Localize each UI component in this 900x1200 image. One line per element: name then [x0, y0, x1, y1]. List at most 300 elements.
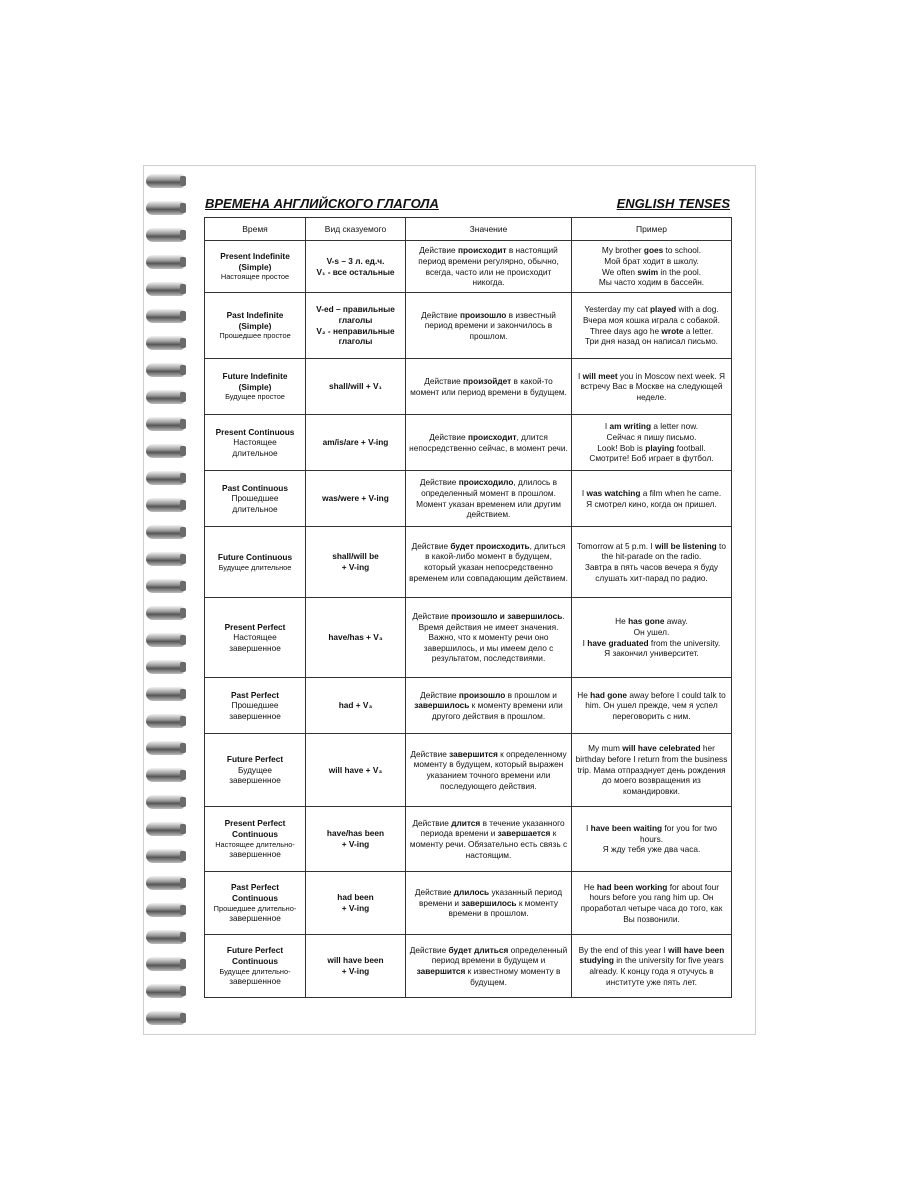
example-verb: will have been studying [579, 944, 725, 966]
form-line [309, 828, 402, 839]
example-text: He [615, 616, 629, 627]
example-line [575, 882, 728, 924]
tense-name-en: Past Continuous [222, 482, 288, 493]
example-text: for about four hours before you rang him up. Он проработал четыре часа до того, как Вы позвонили. [580, 881, 723, 924]
spiral-coil [146, 1011, 184, 1025]
example-line [575, 267, 728, 278]
example-line [575, 648, 728, 659]
example-line [575, 844, 728, 855]
example-text: My mum [588, 743, 623, 754]
example-text: By the end of this year I [578, 944, 669, 955]
form-line [309, 562, 402, 573]
meaning-cell [406, 415, 572, 471]
predicate-form-cell [306, 598, 406, 678]
form-line [309, 326, 402, 347]
predicate-form-cell [306, 872, 406, 935]
example-text: Три дня назад он написал письмо. [584, 336, 718, 347]
example-text: Завтра в пять часов вечера я буду слушать хит-парад по радио. [584, 562, 719, 583]
example-text: for you for two hours. [639, 823, 717, 844]
tense-name-en: Present Perfect [224, 818, 286, 829]
meaning-cell [406, 734, 572, 807]
spiral-coil [146, 444, 184, 458]
spiral-coil [146, 687, 184, 701]
example-cell [572, 935, 732, 998]
tense-name-ru: завершенное [229, 642, 281, 653]
form-line [309, 437, 402, 448]
tense-name-en: Future Continuous [217, 551, 293, 562]
example-cell [572, 872, 732, 935]
title-russian: ВРЕМЕНА АНГЛИЙСКОГО ГЛАГОЛА [205, 196, 439, 211]
meaning-highlight: завершилось [461, 897, 517, 908]
predicate-form-cell [306, 807, 406, 872]
example-cell [572, 415, 732, 471]
meaning-text: Действие [420, 689, 459, 700]
column-header-form: Вид сказуемого [306, 218, 406, 241]
spiral-coil [146, 984, 184, 998]
table-row [205, 527, 732, 598]
tense-name-ru: завершенное [229, 976, 281, 987]
example-line [575, 443, 728, 454]
meaning-text: к моменту времени в прошлом. [448, 897, 559, 919]
meaning-cell [406, 471, 572, 527]
spiral-coil [146, 174, 184, 188]
example-line [575, 421, 728, 432]
spiral-coil [146, 552, 184, 566]
form-text: V-ed – правильные глаголы [316, 304, 395, 325]
spiral-coil [146, 768, 184, 782]
tense-name-en: Future Indefinite [222, 371, 288, 382]
form-line [309, 381, 402, 392]
example-cell [572, 293, 732, 359]
example-text: Three days ago he [589, 325, 662, 336]
tense-name-en: Past Perfect [231, 689, 279, 700]
tense-name-ru: Настоящее [233, 632, 277, 643]
column-header-meaning: Значение [406, 218, 572, 241]
example-text: away. [664, 616, 688, 627]
example-verb: played [649, 304, 677, 315]
meaning-highlight: произошло [458, 689, 506, 700]
example-line [575, 371, 728, 403]
example-text: you in Moscow next week. Я встречу Вас в Москве на следующей неделе. [580, 370, 726, 402]
form-text: shall/will + V₁ [328, 381, 382, 392]
spiral-coil [146, 606, 184, 620]
form-line [309, 493, 402, 504]
spiral-coil [146, 795, 184, 809]
predicate-form-cell [306, 359, 406, 415]
spiral-coil [146, 228, 184, 242]
meaning-text: к моменту времени или другого действия в прошлом. [431, 700, 563, 721]
example-cell [572, 678, 732, 734]
tense-name-en: Continuous [231, 955, 279, 966]
meaning-text: к известному моменту в будущем. [465, 966, 561, 987]
meaning-cell [406, 678, 572, 734]
meaning-highlight: происходит [457, 245, 507, 256]
example-verb: wrote [661, 325, 684, 336]
spiral-coil [146, 282, 184, 296]
title-english: ENGLISH TENSES [616, 196, 730, 211]
tense-name-ru: завершенное [229, 710, 281, 721]
meaning-text: Действие [414, 887, 454, 898]
meaning-text: в известный период времени и закончилось в прошлом. [424, 309, 556, 341]
tense-name-ru: Прошедшее [231, 700, 279, 711]
example-text: Сейчас я пишу письмо. [606, 431, 697, 442]
spiral-binding [146, 168, 186, 1028]
example-line [575, 315, 728, 326]
tense-name-en: Future Perfect [226, 945, 284, 956]
example-text: her birthday before I return from the business trip. Мама отпразднует день рождения до моего возвращения из командировки. [575, 743, 728, 796]
example-line [575, 488, 728, 499]
form-text: have/has + V₃ [328, 632, 383, 643]
meaning-cell [406, 527, 572, 598]
form-line [309, 765, 402, 776]
example-text: Мой брат ходит в школу. [604, 255, 699, 266]
spiral-coil [146, 471, 184, 485]
tense-name-en: Present Continuous [215, 426, 295, 437]
meaning-text: Действие [411, 540, 451, 551]
tense-name-ru: Настоящее простое [220, 272, 290, 282]
form-line [309, 551, 402, 562]
meaning-text: Действие [412, 817, 452, 828]
example-text: He [583, 881, 597, 892]
spiral-coil [146, 714, 184, 728]
meaning-cell [406, 872, 572, 935]
form-text: will have + V₃ [328, 764, 383, 775]
tense-name-ru: завершенное [229, 849, 281, 860]
meaning-text: , длится непосредственно сейчас, в момент речи. [409, 431, 568, 453]
example-text: to the hit-parade on the radio. [601, 540, 726, 562]
spiral-coil [146, 957, 184, 971]
tense-name-cell [205, 807, 306, 872]
spiral-coil [146, 336, 184, 350]
meaning-text: Действие [412, 610, 452, 621]
predicate-form-cell [306, 415, 406, 471]
meaning-cell [406, 935, 572, 998]
tense-name-cell [205, 471, 306, 527]
example-text: a film when he came. [640, 487, 722, 498]
tense-name-en: Past Perfect [231, 882, 279, 893]
tense-name-en: Past Indefinite [226, 310, 284, 321]
meaning-text: в прошлом и [505, 689, 557, 700]
table-row [205, 415, 732, 471]
table-row [205, 241, 732, 293]
form-line [309, 892, 402, 903]
example-text: Я закончил университет. [604, 648, 699, 659]
meaning-highlight: произошло [459, 309, 507, 320]
example-line [575, 304, 728, 315]
example-cell [572, 359, 732, 415]
form-text: shall/will be [332, 551, 379, 562]
tense-name-ru: Настоящее [233, 437, 277, 448]
example-cell [572, 598, 732, 678]
meaning-cell [406, 293, 572, 359]
example-cell [572, 471, 732, 527]
predicate-form-cell [306, 734, 406, 807]
tense-name-en: Present Indefinite [220, 251, 290, 262]
predicate-form-cell [306, 935, 406, 998]
example-verb: playing [645, 442, 675, 453]
example-verb: will be listening [654, 540, 717, 551]
tense-name-cell [205, 598, 306, 678]
predicate-form-cell [306, 678, 406, 734]
tense-name-cell [205, 935, 306, 998]
meaning-text: в какой-то момент или период времени в будущем. [410, 375, 567, 397]
example-line [575, 743, 728, 796]
tense-name-ru: Будущее длительное [218, 562, 292, 572]
spiral-coil [146, 660, 184, 674]
tense-name-ru: длительное [232, 503, 278, 514]
example-text: Look! Bob is [597, 442, 646, 453]
example-text: Он ушел. [633, 626, 670, 637]
meaning-cell [406, 241, 572, 293]
form-text: am/is/are + V-ing [322, 437, 389, 448]
form-line [309, 700, 402, 711]
meaning-cell [406, 359, 572, 415]
example-text: We often [601, 266, 638, 277]
meaning-text: к моменту речи. Обязательно есть связь с настоящим. [409, 828, 568, 860]
form-text: have/has been [326, 828, 385, 839]
meaning-text: Действие [421, 309, 460, 320]
meaning-highlight: длилось [453, 887, 490, 898]
example-text: a letter. [683, 325, 714, 336]
example-text: away before I could talk to him. Он ушел прежде, чем я успел переговорить с ним. [585, 689, 726, 721]
tense-name-ru: Будущее длительно- [219, 966, 291, 976]
form-text: had + V₃ [338, 700, 373, 711]
example-line [575, 627, 728, 638]
meaning-text: к определенному моменту в будущем, который выражен указанием точного времени или последующего действия. [413, 748, 567, 791]
predicate-form-cell [306, 471, 406, 527]
meaning-highlight: будет длиться [448, 944, 509, 955]
example-verb: will have celebrated [622, 743, 701, 754]
example-text: Я жду тебя уже два часа. [602, 844, 701, 855]
tense-name-cell [205, 527, 306, 598]
meaning-text: в настоящий период времени регулярно, обычно, всегда, часто или не происходит никогда. [418, 245, 559, 288]
table-row [205, 872, 732, 935]
example-verb: had gone [590, 689, 628, 700]
example-verb: am writing [609, 421, 652, 432]
meaning-text: . Время действия не имеет значения. Важно, что к моменту речи оно завершилось, и мы имеем дело с результатом, последствиями. [418, 610, 565, 664]
tense-name-ru: Будущее простое [225, 392, 285, 402]
example-line [575, 638, 728, 649]
example-text: Tomorrow at 5 p.m. I [577, 540, 655, 551]
tenses-table [204, 217, 732, 998]
example-cell [572, 527, 732, 598]
tense-name-en: Continuous [231, 892, 279, 903]
example-line [575, 499, 728, 510]
tense-name-cell [205, 241, 306, 293]
tense-name-ru: Прошедшее простое [219, 331, 291, 341]
example-text: I [577, 370, 583, 381]
meaning-highlight: завершится [416, 966, 466, 976]
form-text: will have been [327, 955, 384, 966]
example-line [575, 326, 728, 337]
table-row [205, 471, 732, 527]
predicate-form-cell [306, 527, 406, 598]
table-row [205, 293, 732, 359]
form-text: + V-ing [341, 903, 370, 913]
example-text: in the university for five years already. К концу года я отучусь в институте уже пять лет. [589, 955, 724, 987]
example-verb: was watching [586, 487, 641, 498]
table-row [205, 359, 732, 415]
spiral-coil [146, 417, 184, 431]
table-row [205, 807, 732, 872]
example-cell [572, 807, 732, 872]
tense-name-en: Continuous [231, 828, 279, 839]
spiral-coil [146, 930, 184, 944]
meaning-highlight: длится [451, 817, 481, 828]
spiral-coil [146, 525, 184, 539]
example-text: He [577, 689, 591, 700]
example-text: football. [674, 442, 706, 453]
example-line [575, 541, 728, 562]
meaning-highlight: происходило [458, 477, 514, 488]
spiral-coil [146, 390, 184, 404]
spiral-coil [146, 876, 184, 890]
form-line [309, 304, 402, 325]
example-text: I [586, 823, 591, 834]
example-verb: goes [643, 245, 664, 256]
column-header-example: Пример [572, 218, 732, 241]
tense-name-en: Present Perfect [224, 621, 286, 632]
example-text: Я смотрел кино, когда он пришел. [586, 498, 717, 509]
tense-name-cell [205, 415, 306, 471]
example-text: in the pool. [658, 266, 702, 277]
example-verb: will meet [582, 370, 618, 381]
meaning-highlight: произошло и завершилось [451, 610, 563, 621]
form-text: V-s – 3 л. ед.ч. [326, 255, 385, 266]
tense-name-ru: Будущее [237, 764, 273, 775]
example-text: Мы часто ходим в бассейн. [598, 277, 705, 288]
tense-name-en: (Simple) [238, 261, 272, 272]
example-verb: swim [637, 266, 659, 277]
example-verb: had been working [596, 881, 668, 892]
spiral-coil [146, 255, 184, 269]
form-line [309, 966, 402, 977]
form-text: + V-ing [341, 966, 370, 976]
tense-name-ru: Настоящее длительно- [215, 839, 295, 849]
spiral-coil [146, 822, 184, 836]
table-header-row [205, 218, 732, 241]
example-text: My brother [601, 245, 644, 256]
tense-name-ru: длительное [232, 447, 278, 458]
spiral-coil [146, 903, 184, 917]
form-text: + V-ing [341, 839, 370, 849]
meaning-text: Действие [429, 431, 468, 442]
example-line [575, 256, 728, 267]
meaning-text: Действие [410, 748, 450, 759]
meaning-text: в течение указанного периода времени и [420, 817, 565, 839]
meaning-text: , длиться в какой-либо момент в будущем, который указан непосредственно временем или совпадающим действием. [409, 540, 568, 583]
meaning-text: , длилось в определенный момент в прошлом. Момент указан временем или другим действием. [416, 477, 561, 520]
example-text: from the university. [648, 637, 721, 648]
example-line [575, 616, 728, 627]
meaning-text: Действие [419, 477, 459, 488]
spiral-coil [146, 849, 184, 863]
spiral-coil [146, 201, 184, 215]
form-line [309, 632, 402, 643]
example-text: Вчера моя кошка играла с собакой. [583, 314, 720, 325]
meaning-text: указанный период времени и [418, 887, 563, 908]
spiral-coil [146, 579, 184, 593]
meaning-highlight: происходит [467, 431, 517, 442]
tense-name-ru: Прошедшее длительно- [213, 903, 297, 913]
form-text: V₁ - все остальные [316, 266, 395, 277]
meaning-highlight: завершается [497, 828, 551, 839]
form-line [309, 903, 402, 914]
tense-name-cell [205, 678, 306, 734]
form-text: + V-ing [341, 562, 370, 572]
table-row [205, 734, 732, 807]
tense-name-en: Future Perfect [226, 754, 284, 765]
spiral-coil [146, 309, 184, 323]
tense-name-en: (Simple) [238, 381, 272, 392]
meaning-highlight: будет происходить [450, 540, 530, 551]
spiral-coil [146, 741, 184, 755]
example-line [575, 945, 728, 987]
spiral-coil [146, 363, 184, 377]
meaning-cell [406, 807, 572, 872]
table-row [205, 935, 732, 998]
spiral-coil [146, 633, 184, 647]
example-text: a letter now. [651, 421, 699, 432]
example-verb: have graduated [587, 637, 649, 648]
form-line [309, 256, 402, 267]
example-text: Yesterday my cat [584, 304, 650, 315]
form-text: had been [337, 892, 374, 903]
example-line [575, 823, 728, 844]
example-cell [572, 241, 732, 293]
tense-name-cell [205, 872, 306, 935]
meaning-text: Действие [424, 375, 464, 386]
predicate-form-cell [306, 293, 406, 359]
example-text: Смотрите! Боб играет в футбол. [589, 453, 714, 464]
meaning-text: Действие [409, 944, 449, 955]
meaning-cell [406, 598, 572, 678]
table-row [205, 598, 732, 678]
table-row [205, 678, 732, 734]
column-header-tense: Время [205, 218, 306, 241]
meaning-highlight: завершилось [414, 700, 470, 711]
example-text: to school. [663, 245, 702, 256]
meaning-text: Действие [419, 245, 458, 256]
example-text: with a dog. [676, 304, 719, 315]
form-line [309, 955, 402, 966]
example-text: I [581, 487, 587, 498]
tense-name-en: (Simple) [238, 320, 272, 331]
example-text: I [604, 421, 610, 432]
form-text: was/were + V-ing [322, 493, 389, 504]
tense-name-cell [205, 359, 306, 415]
tense-name-cell [205, 293, 306, 359]
example-line [575, 690, 728, 722]
form-text: V₂ - неправильные глаголы [316, 325, 395, 347]
tense-name-ru: завершенное [229, 913, 281, 924]
example-line [575, 562, 728, 583]
example-line [575, 432, 728, 443]
example-line [575, 336, 728, 347]
example-line [575, 453, 728, 464]
tense-name-ru: Прошедшее [231, 493, 279, 504]
example-line [575, 245, 728, 256]
meaning-highlight: произойдет [463, 375, 512, 386]
example-verb: have been waiting [590, 823, 663, 834]
form-line [309, 839, 402, 850]
example-text: I [582, 637, 588, 648]
form-line [309, 267, 402, 278]
tense-name-cell [205, 734, 306, 807]
predicate-form-cell [306, 241, 406, 293]
example-line [575, 277, 728, 288]
example-cell [572, 734, 732, 807]
